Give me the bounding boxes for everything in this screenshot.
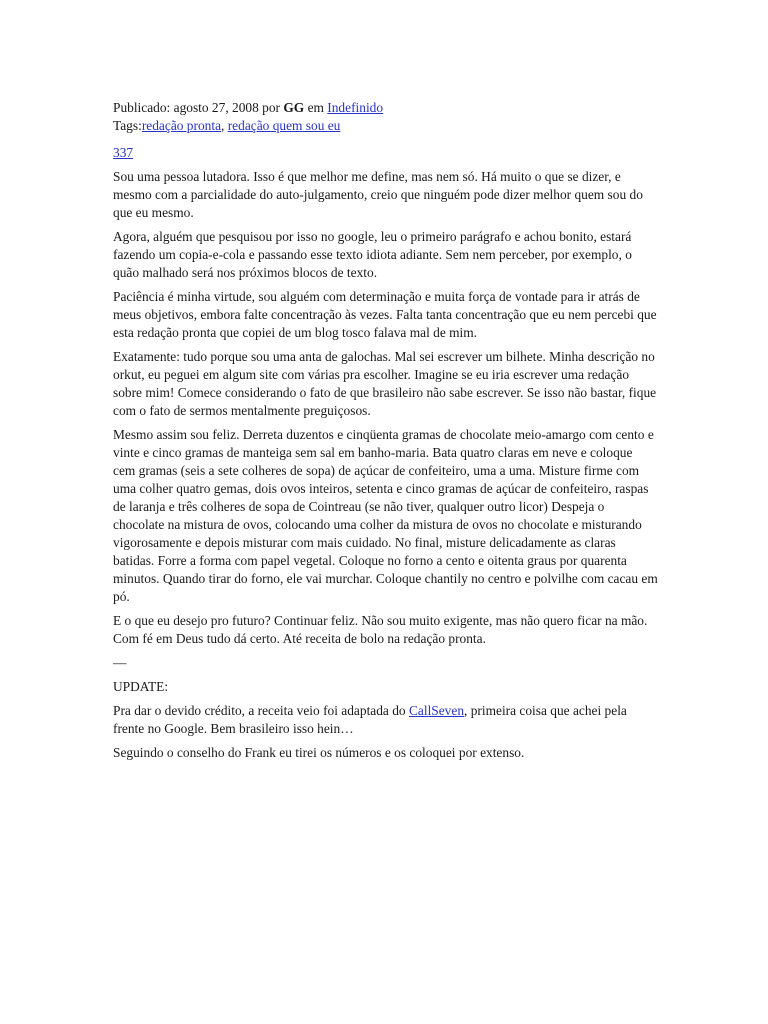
update-credit [113, 702, 658, 738]
paragraph-recipe: Mesmo assim sou feliz. Derreta duzentos e cinqüenta gramas de chocolate meio-amargo com cento e vinte e cinco gramas de manteiga sem sal em banho-maria. Bata quatro claras em neve e coloque cem gramas (seis a sete colheres de sopa) de açúcar de confeiteiro, uma a uma. Misture firme com uma colher quatro gemas, dois ovos inteiros, setenta e cinco gramas de açúcar de confeiteiro, raspas de laranja e três colheres de sopa de Cointreau (se não tiver, qualquer outro licor) Despeja o chocolate na mistura de ovos, colocando uma colher da mistura de ovos no chocolate e misturando vigorosamente e depois misturar com mais cuidado. No final, misture delicadamente as claras batidas. Forre a forma com papel vegetal. Coloque no forno a cento e oitenta graus por quarenta minutos. Quando tirar do forno, ele vai murchar. Coloque chantily no centro e polvilhe com cacau em pó. [113, 427, 658, 604]
update-credit-before: Pra dar o devido crédito, a receita veio foi adaptada do [113, 703, 409, 718]
update-heading: UPDATE: [113, 679, 169, 694]
update-note: Seguindo o conselho do Frank eu tirei os números e os coloquei por extenso. [113, 745, 525, 760]
post-tags [113, 117, 658, 135]
callseven-link[interactable]: CallSeven [408, 703, 465, 718]
tags-label: Tags: [113, 118, 142, 133]
in-label: em [307, 100, 324, 115]
category-link[interactable]: Indefinido [327, 100, 384, 115]
paragraph-intro: Sou uma pessoa lutadora. Isso é que melhor me define, mas nem só. Há muito o que se dizer, e mesmo com a parcialidade do auto-julgamento, creio que ninguém pode dizer melhor quem sou do que eu mesmo. [113, 169, 643, 220]
views-count-link[interactable]: 337 [113, 145, 134, 160]
paragraph-patience: Paciência é minha virtude, sou alguém com determinação e muita força de vontade para ir atrás de meus objetivos, embora falte concentração às vezes. Falta tanta concentração que eu nem percebi que esta redação pronta que copiei de um blog tosco falava mal de mim. [113, 289, 657, 340]
tag-link-redacao-pronta[interactable]: redação pronta [141, 118, 222, 133]
separator-dash: — [113, 655, 127, 670]
paragraph-exactly: Exatamente: tudo porque sou uma anta de galochas. Mal sei escrever um bilhete. Minha descrição no orkut, eu peguei em algum site com várias pra escolher. Imagine se eu iria escrever uma redação sobre mim! Comece considerando o fato de que brasileiro não sabe escrever. Se isso não bastar, fique com o fato de sermos mentalmente preguiçosos. [113, 349, 657, 418]
post-article [113, 99, 658, 768]
tag-separator: , [221, 118, 228, 133]
paragraph-future: E o que eu desejo pro futuro? Continuar feliz. Não sou muito exigente, mas não quero ficar na mão. Com fé em Deus tudo dá certo. Até receita de bolo na redação pronta. [113, 613, 648, 646]
published-label: Publicado: agosto 27, 2008 por [113, 100, 280, 115]
paragraph-copy-paste: Agora, alguém que pesquisou por isso no google, leu o primeiro parágrafo e achou bonito, estará fazendo um copia-e-cola e passando esse texto idiota adiante. Sem nem perceber, por exemplo, o quão malhado será nos próximos blocos de texto. [113, 229, 632, 280]
post-author: GG [283, 100, 305, 115]
update-credit-after: , primeira coisa que achei pela frente no Google. Bem brasileiro isso hein… [113, 703, 627, 736]
views-count-line [113, 144, 658, 162]
post-meta [113, 99, 658, 117]
tag-link-redacao-quem-sou-eu[interactable]: redação quem sou eu [227, 118, 341, 133]
